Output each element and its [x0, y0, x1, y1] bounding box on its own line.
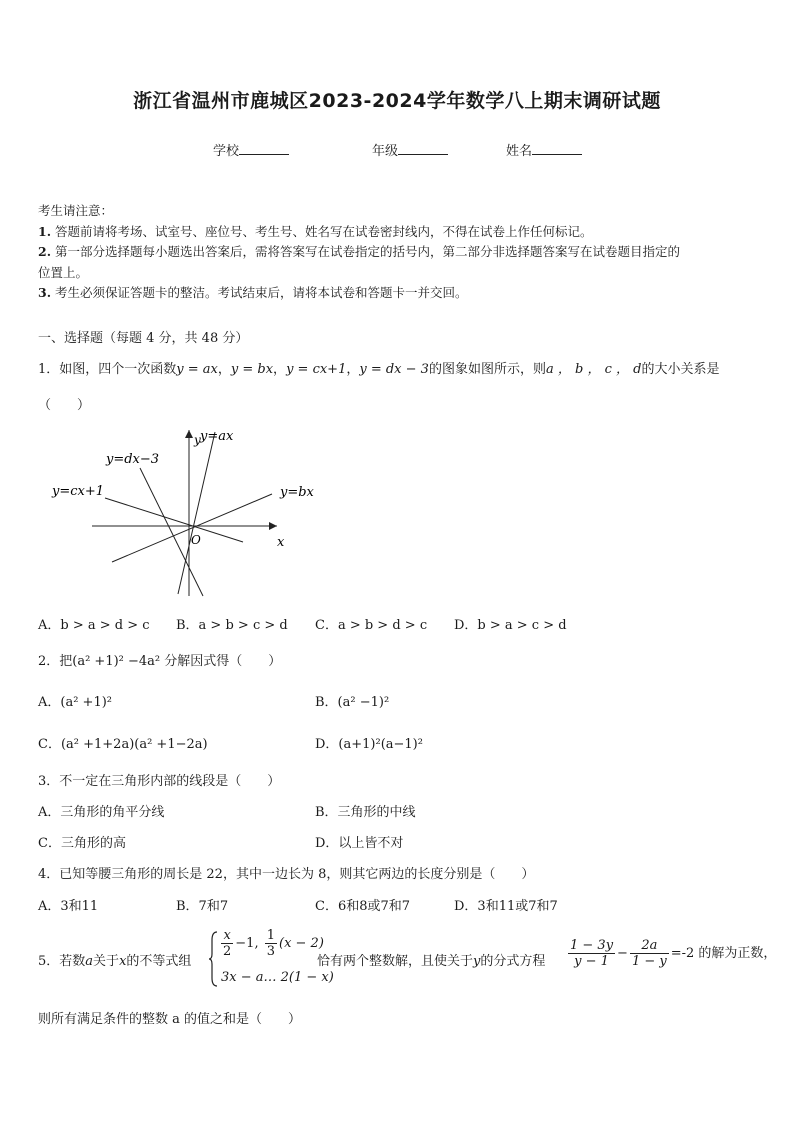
option-a[interactable]: A．三角形的角平分线	[38, 805, 165, 820]
question-5-line2: 则所有满足条件的整数 a 的值之和是（ ）	[38, 1012, 302, 1027]
question-3-options-row1	[38, 801, 760, 821]
question-2-options-row1	[38, 691, 760, 711]
name-blank[interactable]	[532, 142, 582, 155]
option-a[interactable]: A．3和11	[38, 899, 99, 914]
label-y-dx-3: y=dx−3	[106, 452, 160, 467]
y-axis-arrow	[185, 430, 193, 438]
label-y-axis: y	[194, 433, 201, 447]
exam-notice	[38, 201, 760, 304]
section-heading: 一、选择题（每题 4 分，共 48 分）	[38, 331, 249, 346]
line-y-dx-3	[140, 468, 203, 596]
inequality-1: $\frac{x}{2}$ −1, $\frac{1}{3}$ (x − 2)	[223, 928, 324, 959]
notice-item: 2. 第一部分选择题每小题选出答案后，需将答案写在试卷指定的括号内，第二部分非选择题答案写在试卷题目指定的	[38, 244, 681, 259]
line-y-ax	[178, 432, 215, 594]
question-4-options	[38, 895, 760, 915]
question-1-options	[38, 614, 760, 634]
fractional-equation: $\frac{1 - 3y}{y - 1}$ − $\frac{2a}{1 - y}$ =-2 的解为正数，	[570, 938, 777, 969]
label-y-cx-1: y=cx+1	[52, 484, 105, 499]
label-origin: O	[191, 533, 201, 547]
notice-item: 1. 答题前请将考场、试室号、座位号、考生号、姓名写在试卷密封线内，不得在试卷上作任何标记。	[38, 223, 593, 239]
notice-item: 3. 考生必须保证答题卡的整洁。考试结束后，请将本试卷和答题卡一并交回。	[38, 285, 468, 300]
x-axis-arrow	[269, 522, 277, 530]
question-1-text: 1．如图，四个一次函数y = ax，y = bx，y = cx+1，y = dx − 3的图象如图所示，则a ， b ， c ， d的大小关系是	[38, 362, 720, 377]
label-y-ax: y=ax	[200, 429, 234, 444]
school-blank[interactable]	[239, 142, 289, 155]
name-field[interactable]: 姓名	[506, 140, 582, 159]
notice-heading: 考生请注意：	[38, 203, 114, 218]
option-c[interactable]: C．(a² +1+2a)(a² +1−2a)	[38, 737, 208, 752]
line-y-bx	[112, 494, 272, 562]
grade-blank[interactable]	[398, 142, 448, 155]
question-5-text: 5．若数a关于x的不等式组 $\frac{x}{2}$ −1, $\frac{1}{3}$ (x − 2) 3x − a… 2(1 − x) 恰有两个整数解，且使关于y的分式方程 $\frac{1 - 3y}{y - 1}$ − $\frac{2a}{1 - y}$ =-2 的解为正数，	[38, 928, 760, 990]
option-b[interactable]: B．(a² −1)²	[315, 695, 390, 710]
option-b[interactable]: B．三角形的中线	[315, 805, 416, 820]
system-brace	[209, 930, 219, 988]
question-4-text: 4．已知等腰三角形的周长是 22，其中一边长为 8，则其它两边的长度分别是（ ）	[38, 867, 535, 882]
notice-item: 位置上。	[38, 264, 89, 280]
school-field[interactable]: 学校	[213, 140, 289, 159]
label-y-bx: y=bx	[280, 485, 314, 500]
grade-field[interactable]: 年级	[372, 140, 448, 159]
question-2-text: 2．把(a² +1)² −4a² 分解因式得（ ）	[38, 654, 282, 669]
option-b[interactable]: B．7和7	[176, 899, 229, 914]
question-1-answer-paren: （ ）	[38, 398, 91, 413]
option-b[interactable]: B．a > b > c > d	[176, 618, 288, 633]
label-x-axis: x	[277, 535, 285, 550]
question-2-options-row2	[38, 733, 760, 753]
option-d[interactable]: D．b > a > c > d	[454, 618, 567, 633]
option-c[interactable]: C．三角形的高	[38, 836, 126, 851]
question-3-text: 3．不一定在三角形内部的线段是（ ）	[38, 774, 281, 789]
question-1-graph	[40, 420, 330, 600]
inequality-2: 3x − a… 2(1 − x)	[221, 970, 334, 985]
option-d[interactable]: D．3和11或7和7	[454, 899, 558, 914]
option-c[interactable]: C．a > b > d > c	[315, 618, 428, 633]
option-a[interactable]: A．(a² +1)²	[38, 695, 113, 710]
option-d[interactable]: D．(a+1)²(a−1)²	[315, 737, 423, 752]
option-a[interactable]: A．b > a > d > c	[38, 618, 150, 633]
option-d[interactable]: D．以上皆不对	[315, 836, 404, 851]
page-title: 浙江省温州市鹿城区2023-2024学年数学八上期末调研试题	[133, 90, 661, 112]
option-c[interactable]: C．6和8或7和7	[315, 899, 411, 914]
question-3-options-row2	[38, 832, 760, 852]
